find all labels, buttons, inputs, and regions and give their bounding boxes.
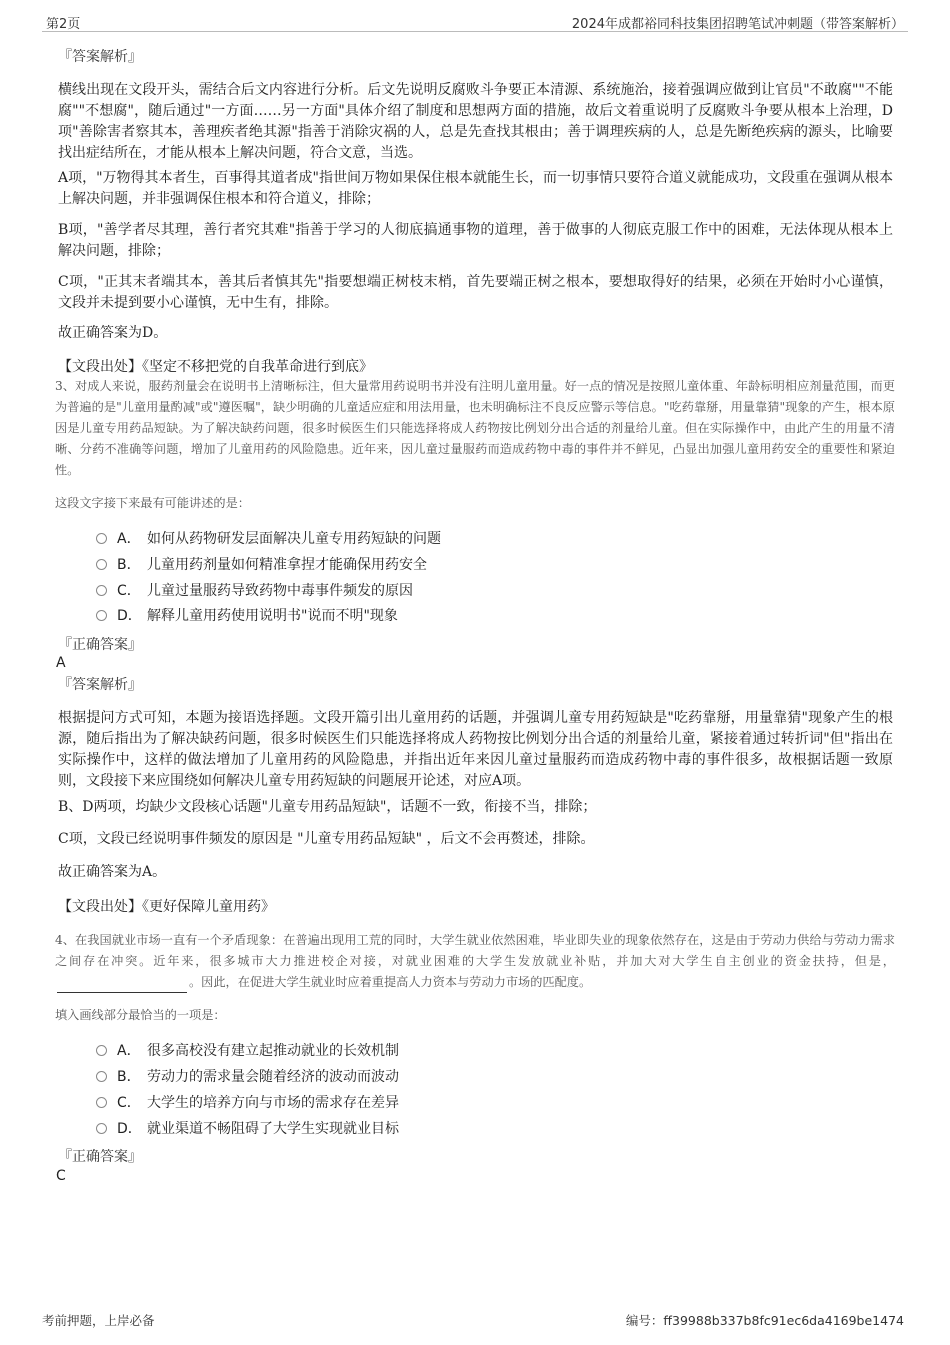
radio-icon[interactable]	[96, 559, 107, 570]
q3-option-a[interactable]: A． 如何从药物研发层面解决儿童专用药短缺的问题	[96, 529, 441, 549]
footer-slogan: 考前押题，上岸必备	[42, 1313, 155, 1328]
q3-analysis-label: 『答案解析』	[58, 677, 142, 693]
q2-conclusion: 故正确答案为D。	[58, 325, 168, 341]
q4-option-a[interactable]: A． 很多高校没有建立起推动就业的长效机制	[96, 1041, 399, 1061]
q4-option-b[interactable]: B． 劳动力的需求量会随着经济的波动而波动	[96, 1067, 399, 1087]
radio-icon[interactable]	[96, 610, 107, 621]
q2-analysis-b: B项，"善学者尽其理，善行者究其难"指善于学习的人彻底搞通事物的道理，善于做事的人彻底克服工作中的困难，无法体现从根本上解决问题，排除；	[58, 222, 893, 259]
radio-icon[interactable]	[96, 1045, 107, 1056]
radio-icon[interactable]	[96, 1097, 107, 1108]
q3-source: 【文段出处】《更好保障儿童用药》	[58, 899, 275, 915]
radio-icon[interactable]	[96, 1071, 107, 1082]
q3-stem: 3、对成人来说，服药剂量会在说明书上清晰标注，但大量常用药说明书并没有注明儿童用量。好一点的情况是按照儿童体重、年龄标明相应剂量范围，而更为普遍的是"儿童用量酌减"或"遵医嘱"，缺少明确的儿童适应症和用法用量，也未明确标注不良反应警示等信息。"吃药靠掰，用量靠猜"现象的产生，根本原因是儿童专用药品短缺。为了解决缺药问题，很多时候医生们只能选择将成人药物按比例划分出合适的剂量给儿童。但在实际操作中，由此产生的用量不清晰、分药不准确等问题，增加了儿童用药的风险隐患。近年来，因儿童过量服药而造成药物中毒的事件并不鲜见，凸显出加强儿童用药安全的重要性和紧迫性。	[55, 379, 895, 477]
page-number: 第2页	[46, 17, 81, 32]
q3-analysis-main: 根据提问方式可知，本题为接语选择题。文段开篇引出儿童用药的话题，并强调儿童专用药短缺是"吃药靠掰，用量靠猜"现象产生的根源，随后指出为了解决缺药问题，很多时候医生们只能选择将成人药物按比例划分出合适的剂量给儿童，紧接着通过转折词"但"指出在实际操作中，这样的做法增加了儿童用药的风险隐患，并指出近年来因儿童过量服药而造成药物中毒的事件很多，故根据话题一致原则，文段接下来应围绕如何解决儿童专用药短缺的问题展开论述，对应A项。	[58, 710, 893, 789]
q2-analysis-main: 横线出现在文段开头，需结合后文内容进行分析。后文先说明反腐败斗争要正本清源、系统施治，接着强调应做到让官员"不敢腐""不能腐""不想腐"，随后通过"一方面……另一方面"具体介绍了制度和思想两方面的措施，故后文着重说明了反腐败斗争要从根本上治理，D项"善除害者察其本，善理疾者绝其源"指善于消除灾祸的人，总是先查找其根由；善于调理疾病的人，总是先断绝疾病的源头，比喻要找出症结所在，才能从根本上解决问题，符合文意，当选。	[58, 82, 893, 161]
radio-icon[interactable]	[96, 585, 107, 596]
q3-prompt: 这段文字接下来最有可能讲述的是：	[55, 496, 250, 510]
q3-conclusion: 故正确答案为A。	[58, 864, 167, 880]
q4-option-c[interactable]: C． 大学生的培养方向与市场的需求存在差异	[96, 1093, 399, 1113]
q3-option-c[interactable]: C． 儿童过量服药导致药物中毒事件频发的原因	[96, 581, 413, 601]
q4-option-d[interactable]: D． 就业渠道不畅阻碍了大学生实现就业目标	[96, 1119, 399, 1139]
document-title: 2024年成都裕同科技集团招聘笔试冲刺题（带答案解析）	[571, 17, 904, 32]
q4-prompt: 填入画线部分最恰当的一项是：	[55, 1008, 226, 1022]
q2-analysis-label: 『答案解析』	[58, 49, 142, 65]
q4-answer: C	[56, 1168, 66, 1184]
q2-analysis-c: C项，"正其末者端其本，善其后者慎其先"指要想端正树枝末梢，首先要端正树之根本，要想取得好的结果，必须在开始时小心谨慎，文段并未提到要小心谨慎，无中生有，排除。	[58, 274, 893, 311]
q3-option-b[interactable]: B． 儿童用药剂量如何精准拿捏才能确保用药安全	[96, 555, 427, 575]
radio-icon[interactable]	[96, 1123, 107, 1134]
q3-answer: A	[56, 655, 66, 671]
q2-analysis-a: A项，"万物得其本者生，百事得其道者成"指世间万物如果保住根本就能生长，而一切事情只要符合道义就能成功，文段重在强调从根本上解决问题，并非强调保住根本和符合道义，排除；	[58, 170, 893, 207]
q4-stem: 4、在我国就业市场一直有一个矛盾现象：在普遍出现用工荒的同时，大学生就业依然困难，毕业即失业的现象依然存在，这是由于劳动力供给与劳动力需求之间存在冲突。近年来，很多城市大力推进校企对接，对就业困难的大学生发放就业补贴，并加大对大学生自主创业的资金扶持，但是，。因此，在促进大学生就业时应着重提高人力资本与劳动力市场的匹配度。	[55, 930, 895, 993]
page-header	[42, 10, 908, 32]
q3-analysis-bd: B、D两项，均缺少文段核心话题"儿童专用药品短缺"，话题不一致，衔接不当，排除；	[58, 799, 597, 815]
radio-icon[interactable]	[96, 533, 107, 544]
q3-analysis-c: C项，文段已经说明事件频发的原因是 "儿童专用药品短缺" ，后文不会再赘述，排除。	[58, 831, 595, 847]
fill-blank	[57, 979, 187, 993]
q3-answer-label: 『正确答案』	[58, 637, 142, 653]
q3-option-d[interactable]: D． 解释儿童用药使用说明书"说而不明"现象	[96, 606, 398, 626]
document-code: 编号：ff39988b337b8fc91ec6da4169be1474	[625, 1313, 904, 1328]
q2-source: 【文段出处】《坚定不移把党的自我革命进行到底》	[58, 359, 373, 375]
q4-answer-label: 『正确答案』	[58, 1149, 142, 1165]
